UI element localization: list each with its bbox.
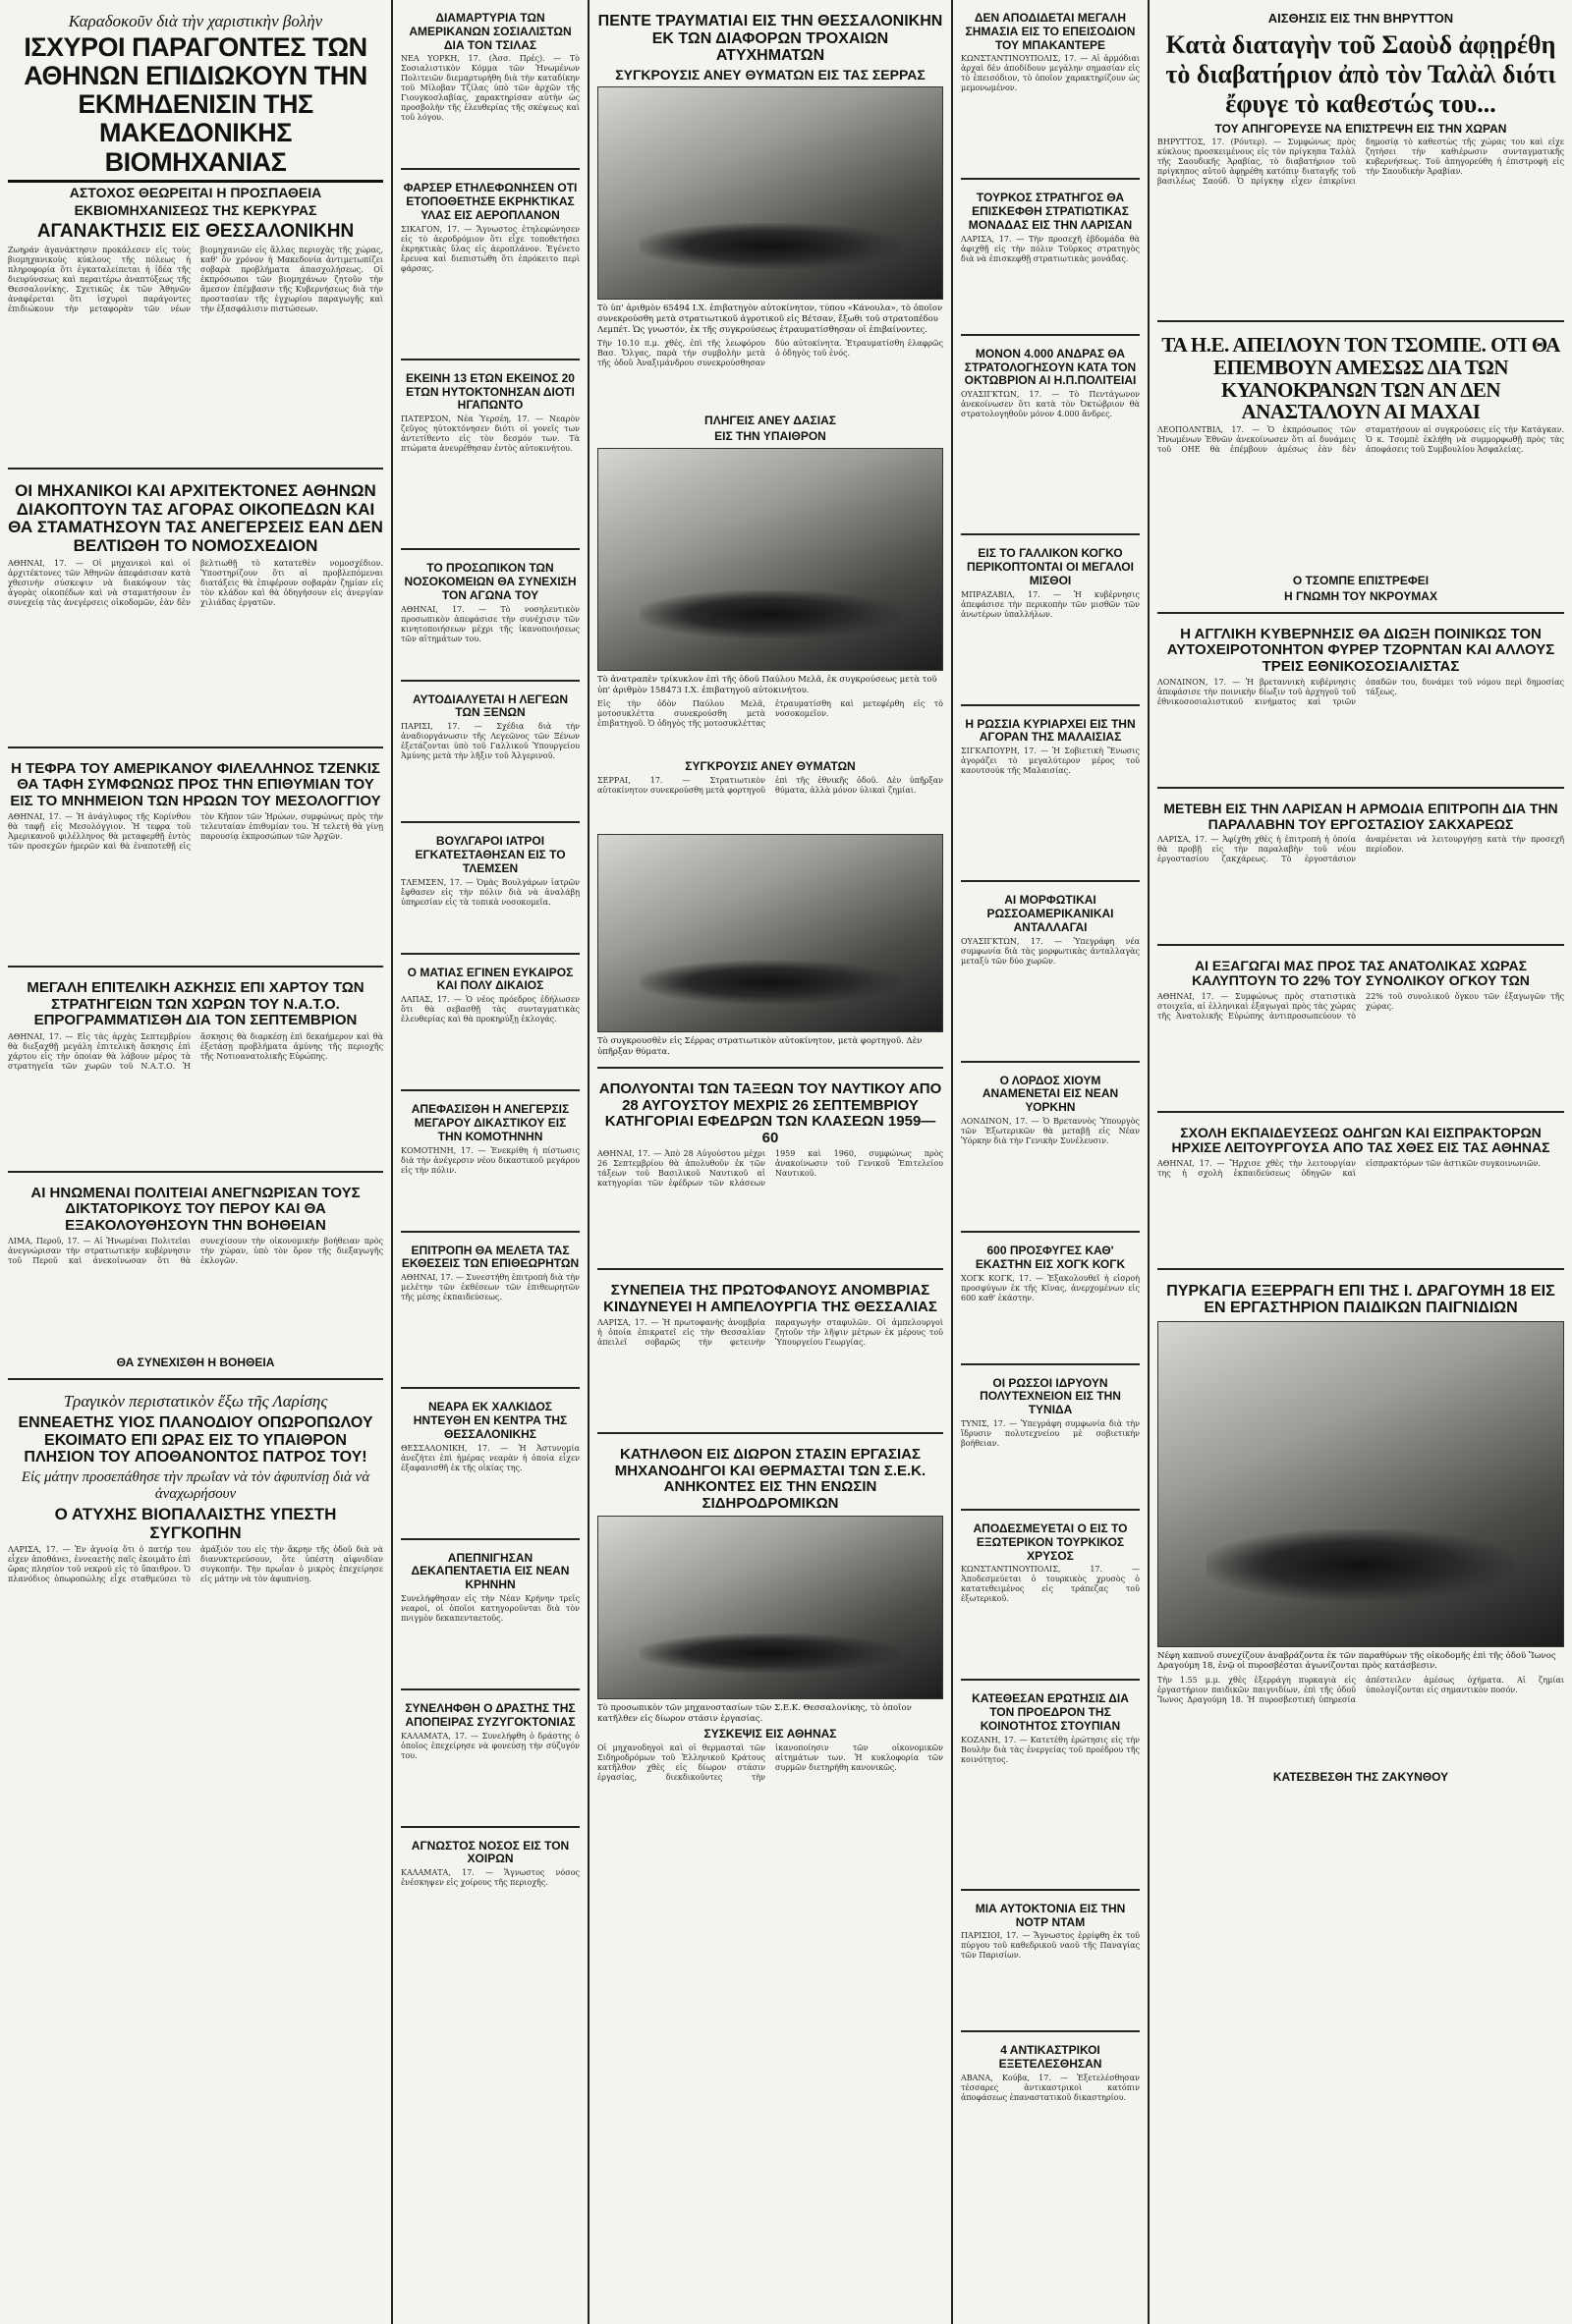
article-navy-discharge bbox=[597, 1075, 943, 1270]
short-article bbox=[961, 1517, 1140, 1681]
column-1 bbox=[0, 0, 393, 2324]
article-body: Ζωηράν ἀγανάκτησιν προκάλεσεν εἰς τοὺς βιομηχανικοὺς κύκλους τῆς πόλεως ἡ πληροφορία ὅτι ἐγκαταλείπεται ἡ ἰδέα τῆς διευρύνσεως καὶ περαιτέρω ἀναπτύξεως τῆς Θεσσαλονίκης. Σχετικῶς ἐκ τῶν Ἀθηνῶν ἀναφέρεται ὅτι ἰσχυροὶ παράγοντες ἐπιδιώκουν τὴν μεταφορὰν τῶν νέων βιομηχανιῶν εἰς ἄλλας περιοχὰς τῆς χώρας, καθ' ὃν χρόνον ἡ Μακεδονία ἀντιμετωπίζει σοβαρὰ προβλήματα ἀπασχολήσεως. Οἱ ἐκπρόσωποι τῶν βιομηχάνων ζητοῦν τὴν ἄμεσον ἐπέμβασιν τῆς Κυβερνήσεως διὰ τὴν προστασίαν τῆς ἐγχωρίου παραγωγῆς καὶ τὴν ἐξασφάλισιν πιστώσεων. bbox=[8, 246, 383, 314]
headline: ΟΙ ΡΩΣΣΟΙ ΙΔΡΥΟΥΝ ΠΟΛΥΤΕΧΝΕΙΟΝ ΕΙΣ ΤΗΝ ΤΥΝΙΔΑ bbox=[980, 1375, 1121, 1417]
headline: ΑΠΟΔΕΣΜΕΥΕΤΑΙ Ο ΕΙΣ ΤΟ ΕΞΩΤΕΡΙΚΟΝ ΤΟΥΡΚΙΚΟΣ ΧΡΥΣΟΣ bbox=[973, 1521, 1128, 1563]
photo-caption: Τὸ προσωπικὸν τῶν μηχανοστασίων τῶν Σ.Ε.Κ. Θεσσαλονίκης, τὸ ὁποῖον κατῆλθεν εἰς δίωρον στάσιν ἐργασίας. bbox=[597, 1703, 912, 1724]
photo-crashed-car bbox=[597, 86, 943, 300]
article-body: ΧΟΓΚ ΚΟΓΚ, 17. — Ἐξακολουθεῖ ἡ εἰσροὴ προσφύγων ἐκ τῆς Κίνας, ἀνερχομένων εἰς 600 καθ' ἑκάστην. bbox=[961, 1273, 1140, 1302]
short-article bbox=[401, 366, 580, 550]
article-body: ΛΟΝΔΙΝΟΝ, 17. — Ὁ Βρεταννὸς Ὑπουργὸς τῶν Ἐξωτερικῶν θὰ μεταβῇ εἰς Νέαν Ὑόρκην διὰ τὴν Γενικὴν Συνέλευσιν. bbox=[961, 1116, 1140, 1145]
article-body: ΚΟΖΑΝΗ, 17. — Κατετέθη ἐρώτησις εἰς τὴν Βουλὴν διὰ τὰς ἐνεργείας τοῦ προέδρου τῆς κοινότητος. bbox=[961, 1735, 1140, 1764]
article-body: ΛΑΡΙΣΑ, 17. — Ἐν ἀγνοίᾳ ὅτι ὁ πατήρ του εἶχεν ἀποθάνει, ἐννεαετὴς παῖς ἐκοιμᾶτο ἐπὶ ὥρας πλησίον τοῦ νεκροῦ εἰς τὸ ὕπαιθρον. Ὁ πλανόδιος ὀπωροπώλης εἶχε σταθμεύσει τὸ ἁμάξιόν του εἰς τὴν ἄκρην τῆς ὁδοῦ διὰ νὰ διανυκτερεύσουν, ὅτε ὑπέστη αἰφνιδίαν συγκοπήν. Τὴν πρωΐαν ὁ μικρὸς ἐπεχείρησε εἰς μάτην νὰ τὸν ἀφυπνίσῃ. bbox=[8, 1545, 383, 1584]
kicker: Καραδοκοῦν διὰ τὴν χαριστικὴν βολὴν bbox=[68, 12, 323, 30]
article-body: Εἰς τὴν ὁδὸν Παύλου Μελᾶ, μοτοσυκλέττα συνεκρούσθη μετὰ ἐπιβατηγοῦ. Ὁ ὁδηγὸς τῆς μοτοσυκλέττας ἐτραυματίσθη καὶ μετεφέρθη εἰς τὸ νοσοκομεῖον. bbox=[597, 699, 943, 729]
headline: ΑΥΤΟΔΙΑΛΥΕΤΑΙ Η ΛΕΓΕΩΝ ΤΩΝ ΞΕΝΩΝ bbox=[412, 692, 569, 720]
article-body: ΑΘΗΝΑΙ, 17. — Ἀπὸ 28 Αὐγούστου μέχρι 26 Σεπτεμβρίου θὰ ἀπολυθοῦν ἐκ τῶν τάξεων τοῦ Βασιλικοῦ Ναυτικοῦ αἱ κατηγορίαι τῶν ἐφέδρων τῶν κλάσεων 1959 καὶ 1960, συμφώνως πρὸς ἀνακοίνωσιν τοῦ Γενικοῦ Ἐπιτελείου Ναυτικοῦ. bbox=[597, 1149, 943, 1189]
subheadline: Ο ΑΤΥΧΗΣ ΒΙΟΠΑΛΑΙΣΤΗΣ ΥΠΕΣΤΗ ΣΥΓΚΟΠΗΝ bbox=[54, 1504, 337, 1542]
article-body: ΠΑΤΕΡΣΟΝ, Νέα Ὑερσέη, 17. — Νεαρὸν ζεῦγος ηὐτοκτόνησεν διότι οἱ γονεῖς των ἀντετίθεντο εἰς τὸν δεσμόν των. Τὰ πτώματα ἀνευρέθησαν ἐντὸς αὐτοκινήτου. bbox=[401, 415, 580, 454]
photo-caption: Νέφη καπνοῦ συνεχίζουν ἀναβράζοντα ἐκ τῶν παραθύρων τῆς οἰκοδομῆς ἐπὶ τῆς ὁδοῦ Ἴωνος Δραγούμη 18, ἐνῷ οἱ πυροσβέσται ἀγωνίζονται πρὸς κατάσβεσιν. bbox=[1157, 1650, 1556, 1672]
section-tag: Ο ΤΣΟΜΠΕ ΕΠΙΣΤΡΕΦΕΙ bbox=[1292, 574, 1430, 588]
column-2 bbox=[393, 0, 590, 2324]
short-article bbox=[961, 186, 1140, 335]
headline: ΤΟΥΡΚΟΣ ΣΤΡΑΤΗΓΟΣ ΘΑ ΕΠΙΣΚΕΦΘΗ ΣΤΡΑΤΙΩΤΙΚΑΣ ΜΟΝΑΔΑΣ ΕΙΣ ΤΗΝ ΛΑΡΙΣΑΝ bbox=[968, 191, 1133, 232]
article-body: ΟΥΑΣΙΓΚΤΩΝ, 17. — Ὑπεγράφη νέα συμφωνία διὰ τὰς μορφωτικὰς ἀνταλλαγὰς μεταξὺ τῶν δύο χωρῶν. bbox=[961, 936, 1140, 966]
article-jordan bbox=[1157, 620, 1564, 790]
short-article bbox=[401, 1834, 580, 1964]
kicker: ΑΙΣΘΗΣΙΣ ΕΙΣ ΤΗΝ ΒΗΡΥΤΤΟΝ bbox=[1267, 11, 1454, 26]
headline: ΕΚΕΙΝΗ 13 ΕΤΩΝ ΕΚΕΙΝΟΣ 20 ΕΤΩΝ ΗΥΤΟΚΤΟΝΗΣΑΝ ΔΙΟΤΙ ΗΓΑΠΩΝΤΟ bbox=[406, 370, 575, 413]
headline: ΑΠΟΛΥΟΝΤΑΙ ΤΩΝ ΤΑΞΕΩΝ ΤΟΥ ΝΑΥΤΙΚΟΥ ΑΠΟ 28 ΑΥΓΟΥΣΤΟΥ ΜΕΧΡΙΣ 26 ΣΕΠΤΕΜΒΡΙΟΥ ΚΑΤΗΓΟΡΙΑΙ ΕΦΕΔΡΩΝ ΤΩΝ ΚΛΑΣΕΩΝ 1959—60 bbox=[598, 1080, 942, 1146]
article-body: ΑΘΗΝΑΙ, 17. — Οἱ μηχανικοὶ καὶ οἱ ἀρχιτέκτονες τῶν Ἀθηνῶν ἀπεφάσισαν κατὰ χθεσινὴν σύσκεψιν νὰ διακόψουν τὰς ἀγορὰς οἰκοπέδων καὶ νὰ σταματήσουν ἐν συνεχείᾳ τὰς ἀνεγέρσεις οἰκοδομῶν, ἐὰν δὲν βελτιωθῇ τὸ κατατεθὲν νομοσχέδιον. Ὑποστηρίζουν ὅτι αἱ προβλεπόμεναι διατάξεις θὰ ἐπιφέρουν σοβαρὰν ζημίαν εἰς τὸν κλάδον καὶ θὰ ὁδηγήσουν εἰς ἀνεργίαν χιλιάδας ἐργατῶν. bbox=[8, 558, 383, 607]
short-article bbox=[961, 1371, 1140, 1511]
subheadline: ΕΚΒΙΟΜΗΧΑΝΙΣΕΩΣ ΤΗΣ ΚΕΡΚΥΡΑΣ bbox=[74, 202, 317, 219]
column-5 bbox=[1150, 0, 1572, 2324]
article-body: ΛΙΜΑ, Περοῦ, 17. — Αἱ Ἡνωμέναι Πολιτεῖαι ἀνεγνώρισαν τὴν στρατιωτικὴν κυβέρνησιν τοῦ Περοῦ καὶ ἀνεκοίνωσαν ὅτι θὰ συνεχίσουν τὴν οἰκονομικὴν βοήθειαν πρὸς τὴν χώραν, ὑπὸ τὸν ὅρον τῆς διεξαγωγῆς ἐκλογῶν. bbox=[8, 1237, 383, 1266]
subheadline: Εἰς μάτην προσεπάθησε τὴν πρωΐαν νὰ τὸν ἀφυπνίσῃ διὰ νὰ ἀναχωρήσουν bbox=[21, 1468, 370, 1502]
photo-caption: Τὸ ὑπ' ἀριθμὸν 65494 Ι.Χ. ἐπιβατηγὸν αὐτοκίνητον, τύπου «Κάνουλα», τὸ ὁποῖον συνεκρούσθη μετὰ στρατιωτικοῦ ἀγροτικοῦ εἰς Βέτσαν, ἔξωθι τοῦ στρατοπέδου Λεμπέτ. Ὡς γνωστόν, ἐκ τῆς συγκρούσεως ἐτραυματίσθησαν οἱ ἐπιβαίνοντες. bbox=[597, 304, 943, 335]
divider bbox=[8, 180, 383, 183]
article-body: ΣΙΓΚΑΠΟΥΡΗ, 17. — Ἡ Σοβιετικὴ Ἕνωσις ἀγοράζει τὸ μεγαλύτερον μέρος τοῦ καουτσούκ τῆς Μαλαισίας. bbox=[961, 747, 1140, 776]
article-body: ΠΑΡΙΣΙΟΙ, 17. — Ἄγνωστος ἐρρίφθη ἐκ τοῦ πύργου τοῦ καθεδρικοῦ ναοῦ τῆς Παναγίας τῶν Παρισίων. bbox=[961, 1931, 1140, 1961]
short-article bbox=[401, 556, 580, 681]
article-body: ΝΕΑ ΥΟΡΚΗ, 17. (Ἀσσ. Πρές). — Τὸ Σοσιαλιστικὸν Κόμμα τῶν Ἡνωμένων Πολιτειῶν διεμαρτυρήθη διὰ τὴν καταδίκην τοῦ Μίλοβαν Τζίλας ὑπὸ τῶν ἀρχῶν τῆς Γιουγκοσλαβίας, χαρακτηρίσαν αὐτὴν ὡς προσβολὴν τῆς ἐλευθερίας τῆς σκέψεως καὶ τοῦ λόγου. bbox=[401, 54, 580, 123]
article-macedonian-industry bbox=[8, 6, 383, 470]
headline: ΤΟ ΠΡΟΣΩΠΙΚΟΝ ΤΩΝ ΝΟΣΟΚΟΜΕΙΩΝ ΘΑ ΣΥΝΕΧΙΣΗ ΤΟΝ ΑΓΩΝΑ ΤΟΥ bbox=[404, 561, 577, 602]
headline: ΑΠΕΠΝΙΓΗΣΑΝ ΔΕΚΑΠΕΝΤΑΕΤΙΑ ΕΙΣ ΝΕΑΝ ΚΡΗΝΗΝ bbox=[411, 1550, 570, 1592]
short-article bbox=[961, 1897, 1140, 2033]
short-article bbox=[401, 1546, 580, 1690]
section-tag: ΘΑ ΣΥΝΕΧΙΣΘΗ Η ΒΟΗΘΕΙΑ bbox=[116, 1356, 275, 1370]
article-engineers bbox=[8, 475, 383, 748]
article-body: ΚΑΛΑΜΑΤΑ, 17. — Ἄγνωστος νόσος ἐνέσκηψεν εἰς χοίρους τῆς περιοχῆς. bbox=[401, 1868, 580, 1888]
headline: ΠΥΡΚΑΓΙΑ ΕΞΕΡΡΑΓΗ ΕΠΙ ΤΗΣ Ι. ΔΡΑΓΟΥΜΗ 18 ΕΙΣ ΕΝ ΕΡΓΑΣΤΗΡΙΟΝ ΠΑΙΔΙΚΩΝ ΠΑΙΓΝΙΔΙΩΝ bbox=[1166, 1282, 1555, 1317]
kicker: Τραγικὸν περιστατικὸν ἔξω τῆς Λαρίσης bbox=[63, 1392, 328, 1411]
short-article bbox=[401, 1097, 580, 1232]
article-body: ΑΘΗΝΑΙ, 17. — Συμφώνως πρὸς στατιστικὰ στοιχεῖα, αἱ ἑλληνικαὶ ἐξαγωγαὶ πρὸς τὰς χώρας τῆς Ἀνατολικῆς Εὐρώπης ἀντιπροσωπεύουν τὸ 22% τοῦ συνολικοῦ ὄγκου τῶν ἐξαγωγῶν τῆς χώρας. bbox=[1157, 991, 1564, 1021]
headline: Ο ΜΑΤΙΑΣ ΕΓΙΝΕΝ ΕΥΚΑΙΡΟΣ ΚΑΙ ΠΟΛΥ ΔΙΚΑΙΟΣ bbox=[407, 965, 574, 993]
article-drought bbox=[597, 1276, 943, 1434]
headline: ΜΙΑ ΑΥΤΟΚΤΟΝΙΑ ΕΙΣ ΤΗΝ ΝΟΤΡ ΝΤΑΜ bbox=[975, 1901, 1126, 1929]
article-fire bbox=[1157, 1276, 1564, 1793]
article-body: ΟΥΑΣΙΓΚΤΩΝ, 17. — Τὸ Πεντάγωνον ἀνεκοίνωσεν ὅτι κατὰ τὸν Ὀκτώβριον θὰ στρατολογηθοῦν μόνον 4.000 ἄνδρες. bbox=[961, 390, 1140, 419]
article-body: Οἱ μηχανοδηγοὶ καὶ οἱ θερμασταὶ τῶν Σιδηροδρόμων τοῦ Ἑλληνικοῦ Κράτους κατῆλθον χθὲς εἰς δίωρον στάσιν ἐργασίας, διεκδικοῦντες τὴν ἱκανοποίησιν τῶν οἰκονομικῶν αἰτημάτων των. Ἡ κυκλοφορία τῶν συρμῶν διετηρήθη κανονικῶς. bbox=[597, 1743, 943, 1783]
headline: ΕΝΝΕΑΕΤΗΣ ΥΙΟΣ ΠΛΑΝΟΔΙΟΥ ΟΠΩΡΟΠΩΛΟΥ ΕΚΟΙΜΑΤΟ ΕΠΙ ΩΡΑΣ ΕΙΣ ΤΟ ΥΠΑΙΘΡΟΝ ΠΛΗΣΙΟΝ ΤΟΥ ΑΠΟΘΑΝΟΝΤΟΣ ΠΑΤΡΟΣ ΤΟΥ! bbox=[18, 1414, 373, 1466]
article-body: ΘΕΣΣΑΛΟΝΙΚΗ, 17. — Ἡ Ἀστυνομία ἀνεζήτει ἐπὶ ἡμέρας νεαρὰν ἡ ὁποία εἶχεν ἐξαφανισθῆ ἐκ τῆς οἰκίας της. bbox=[401, 1443, 580, 1472]
short-article bbox=[961, 541, 1140, 705]
headline: ΚΑΤΗΛΘΟΝ ΕΙΣ ΔΙΩΡΟΝ ΣΤΑΣΙΝ ΕΡΓΑΣΙΑΣ ΜΗΧΑΝΟΔΗΓΟΙ ΚΑΙ ΘΕΡΜΑΣΤΑΙ ΤΩΝ Σ.Ε.Κ. ΑΝΗΚΟΝΤΕΣ ΕΙΣ ΤΗΝ ΕΝΩΣΙΝ ΣΙΔΗΡΟΔΡΟΜΙΚΩΝ bbox=[614, 1446, 926, 1512]
headline: ΣΧΟΛΗ ΕΚΠΑΙΔΕΥΣΕΩΣ ΟΔΗΓΩΝ ΚΑΙ ΕΙΣΠΡΑΚΤΟΡΩΝ ΗΡΧΙΣΕ ΛΕΙΤΟΥΡΓΟΥΣΑ ΑΠΟ ΤΑΣ ΧΘΕΣ ΕΙΣ ΤΑΣ ΑΘΗΝΑΣ bbox=[1171, 1124, 1550, 1156]
photo-railway-workers bbox=[597, 1516, 943, 1699]
short-article bbox=[401, 961, 580, 1092]
photo-caption: Τὸ ἀνατραπὲν τρίκυκλον ἐπὶ τῆς ὁδοῦ Παύλου Μελᾶ, ἐκ συγκρούσεως μετὰ τοῦ ὑπ' ἀριθμὸν 158473 Ι.Χ. ἐπιβατηγοῦ αὐτοκινήτου. bbox=[597, 674, 937, 695]
short-article bbox=[401, 1696, 580, 1828]
headline: ΝΕΑΡΑ ΕΚ ΧΑΛΚΙΔΟΣ ΗΝΤΕΥΘΗ ΕΝ ΚΕΝΤΡΑ ΤΗΣ ΘΕΣΣΑΛΟΝΙΚΗΣ bbox=[413, 1400, 568, 1441]
section-tag: ΠΛΗΓΕΙΣ ΑΝΕΥ ΔΑΣΙΑΣ bbox=[704, 414, 836, 428]
article-body: ΚΩΝΣΤΑΝΤΙΝΟΥΠΟΛΙΣ, 17. — Ἀποδεσμεύεται ὁ τουρκικὸς χρυσὸς ὁ κατατεθειμένος εἰς τράπεζας τοῦ ἐξωτερικοῦ. bbox=[961, 1565, 1140, 1604]
article-body: ΚΑΛΑΜΑΤΑ, 17. — Συνελήφθη ὁ δράστης ὁ ὁποῖος ἐπεχείρησε νὰ φονεύσῃ τὴν σύζυγόν του. bbox=[401, 1731, 580, 1760]
article-body: ΛΑΡΙΣΑ, 17. — Ἡ πρωτοφανὴς ἀνομβρία ἡ ὁποία ἐπικρατεῖ εἰς τὴν Θεσσαλίαν ἀπειλεῖ σοβαρῶς τὴν φετεινὴν παραγωγὴν σταφυλῶν. Οἱ ἀμπελουργοὶ ζητοῦν τὴν λῆψιν μέτρων ἐκ μέρους τοῦ Ὑπουργείου Γεωργίας. bbox=[597, 1318, 943, 1348]
article-body: ΚΩΝΣΤΑΝΤΙΝΟΥΠΟΛΙΣ, 17. — Αἱ ἁρμόδιαι ἀρχαὶ δὲν ἀποδίδουν μεγάλην σημασίαν εἰς τὸ ἐπεισόδιον, τὸ ὁποῖον χαρακτηρίζουν ὡς μεμονωμένον. bbox=[961, 54, 1140, 93]
article-body: ΚΟΜΟΤΗΝΗ, 17. — Ἐνεκρίθη ἡ πίστωσις διὰ τὴν ἀνέγερσιν νέου δικαστικοῦ μεγάρου εἰς τὴν πόλιν. bbox=[401, 1145, 580, 1175]
headline: 4 ΑΝΤΙΚΑΣΤΡΙΚΟΙ ΕΞΕΤΕΛΕΣΘΗΣΑΝ bbox=[998, 2043, 1102, 2072]
article-body: ΛΑΡΙΣΑ, 17. — Ἀφίχθη χθὲς ἡ ἐπιτροπὴ ἡ ὁποία θὰ προβῇ εἰς τὴν παραλαβὴν τοῦ νέου ἐργοστασίου ζακχάρεως. Τὸ ἐργοστάσιον ἀναμένεται νὰ λειτουργήσῃ κατὰ τὴν προσεχῆ περίοδον. bbox=[1157, 834, 1564, 863]
headline: ΑΙ ΕΞΑΓΩΓΑΙ ΜΑΣ ΠΡΟΣ ΤΑΣ ΑΝΑΤΟΛΙΚΑΣ ΧΩΡΑΣ ΚΑΛΥΠΤΟΥΝ ΤΟ 22% ΤΟΥ ΣΥΝΟΛΙΚΟΥ ΟΓΚΟΥ ΤΩΝ bbox=[1192, 957, 1530, 989]
article-body: ΣΕΡΡΑΙ, 17. — Στρατιωτικὸν αὐτοκίνητον συνεκρούσθη μετὰ φορτηγοῦ ἐπὶ τῆς ἐθνικῆς ὁδοῦ. Δὲν ὑπῆρξαν θύματα, ἀλλὰ μόνον ὑλικαὶ ζημίαι. bbox=[597, 775, 943, 795]
headline: ΑΙ ΗΝΩΜΕΝΑΙ ΠΟΛΙΤΕΙΑΙ ΑΝΕΓΝΩΡΙΣΑΝ ΤΟΥΣ ΔΙΚΤΑΤΟΡΙΚΟΥΣ ΤΟΥ ΠΕΡΟΥ ΚΑΙ ΘΑ ΕΞΑΚΟΛΟΥΘΗΣΟΥΝ ΤΗΝ ΒΟΗΘΕΙΑΝ bbox=[30, 1184, 361, 1234]
headline: ΒΟΥΛΓΑΡΟΙ ΙΑΤΡΟΙ ΕΓΚΑΤΕΣΤΑΘΗΣΑΝ ΕΙΣ ΤΟ ΤΛΕΜΣΕΝ bbox=[415, 834, 566, 875]
article-jenkins bbox=[8, 754, 383, 968]
column-4 bbox=[953, 0, 1150, 2324]
section-tag: Η ΓΝΩΜΗ ΤΟΥ ΝΚΡΟΥΜΑΧ bbox=[1284, 588, 1437, 603]
article-peru bbox=[8, 1179, 383, 1380]
article-body: ΑΘΗΝΑΙ, 17. — Τὸ νοσηλευτικὸν προσωπικὸν ἀπεφάσισε τὴν συνέχισιν τῶν κινητοποιήσεων μέχρι τῆς ἱκανοποιήσεως τῶν αἰτημάτων του. bbox=[401, 604, 580, 643]
article-tshombe bbox=[1157, 328, 1564, 613]
article-body: ΠΑΡΙΣΙ, 17. — Σχέδια διὰ τὴν ἀναδιοργάνωσιν τῆς Λεγεῶνος τῶν Ξένων ἐξετάζονται ὑπὸ τοῦ Γαλλικοῦ Ὑπουργείου Ἀμύνης μετὰ τὴν λῆξιν τοῦ Ἀλγερινοῦ. bbox=[401, 722, 580, 761]
headline: Η ΤΕΦΡΑ ΤΟΥ ΑΜΕΡΙΚΑΝΟΥ ΦΙΛΕΛΛΗΝΟΣ ΤΖΕΝΚΙΣ ΘΑ ΤΑΦΗ ΣΥΜΦΩΝΩΣ ΠΡΟΣ ΤΗΝ ΕΠΙΘΥΜΙΑΝ ΤΟΥ ΕΙΣ ΤΟ ΜΝΗΜΕΙΟΝ ΤΩΝ ΗΡΩΩΝ ΤΟΥ ΜΕΣΟΛΟΓΓΙΟΥ bbox=[10, 759, 381, 809]
headline: ΜΕΤΕΒΗ ΕΙΣ ΤΗΝ ΛΑΡΙΣΑΝ Η ΑΡΜΟΔΙΑ ΕΠΙΤΡΟΠΗ ΔΙΑ ΤΗΝ ΠΑΡΑΛΑΒΗΝ ΤΟΥ ΕΡΓΟΣΤΑΣΙΟΥ ΣΑΚΧΑΡΕΩΣ bbox=[1163, 801, 1558, 832]
article-body: Συνελήφθησαν εἰς τὴν Νέαν Κρήνην τρεῖς νεαροί, οἱ ὁποῖοι κατηγοροῦνται διὰ τὸν πνιγμὸν δεκαπενταετοῦς. bbox=[401, 1593, 580, 1623]
article-body: ΣΙΚΑΓΟΝ, 17. — Ἄγνωστος ἐτηλεφώνησεν εἰς τὸ ἀεροδρόμιον ὅτι εἶχε τοποθετήσει ἐκρηκτικὰς ὕλας εἰς ἀεροπλάνον. Ἐγένετο ἔρευνα καὶ διεπιστώθη ὅτι ἐπρόκειτο περὶ φάρσας. bbox=[401, 224, 580, 273]
section-tag: ΕΙΣ ΤΗΝ ΥΠΑΙΘΡΟΝ bbox=[714, 429, 826, 444]
headline: ΕΙΣ ΤΟ ΓΑΛΛΙΚΟΝ ΚΟΓΚΟ ΠΕΡΙΚΟΠΤΟΝΤΑΙ ΟΙ ΜΕΓΑΛΟΙ ΜΙΣΘΟΙ bbox=[967, 546, 1134, 587]
short-article bbox=[401, 688, 580, 824]
short-article bbox=[401, 176, 580, 360]
photo-fire-smoke bbox=[1157, 1321, 1564, 1647]
article-driver-school bbox=[1157, 1119, 1564, 1270]
article-railway-strike bbox=[597, 1440, 943, 1897]
headline: ΑΓΝΩΣΤΟΣ ΝΟΣΟΣ ΕΙΣ ΤΟΝ ΧΟΙΡΩΝ bbox=[411, 1838, 570, 1866]
headline: Η ΑΓΓΛΙΚΗ ΚΥΒΕΡΝΗΣΙΣ ΘΑ ΔΙΩΞΗ ΠΟΙΝΙΚΩΣ ΤΟΝ ΑΥΤΟΧΕΙΡΟΤΟΝΗΤΟΝ ΦΥΡΕΡ ΤΖΟΡΝΤΑΝ ΚΑΙ ΑΛΛΟΥΣ ΤΡΕΙΣ ΕΘΝΙΚΟΣΟΣΙΑΛΙΣΤΑΣ bbox=[1166, 625, 1555, 675]
headline: ΣΥΝΕΛΗΦΘΗ Ο ΔΡΑΣΤΗΣ ΤΗΣ ΑΠΟΠΕΙΡΑΣ ΣΥΖΥΓΟΚΤΟΝΙΑΣ bbox=[405, 1700, 576, 1729]
article-larisa bbox=[8, 1386, 383, 1806]
article-body: ΛΟΝΔΙΝΟΝ, 17. — Ἡ βρεταννικὴ κυβέρνησις ἀπεφάσισε τὴν ποινικὴν δίωξιν τοῦ ἀρχηγοῦ τοῦ ἐθνικοσοσιαλιστικοῦ κινήματος καὶ τριῶν ὀπαδῶν του, δυνάμει τοῦ νόμου περὶ δημοσίας τάξεως. bbox=[1157, 678, 1564, 707]
headline: ΠΕΝΤΕ ΤΡΑΥΜΑΤΙΑΙ ΕΙΣ ΤΗΝ ΘΕΣΣΑΛΟΝΙΚΗΝ ΕΚ ΤΩΝ ΔΙΑΦΟΡΩΝ ΤΡΟΧΑΙΩΝ ΑΤΥΧΗΜΑΤΩΝ bbox=[597, 13, 943, 65]
section-tag: ΣΥΓΚΡΟΥΣΙΣ ΑΝΕΥ ΘΥΜΑΤΩΝ bbox=[685, 759, 856, 774]
photo-military-truck bbox=[597, 834, 943, 1032]
article-body: Τὴν 1.55 μ.μ. χθὲς ἐξερράγη πυρκαγιὰ εἰς ἐργαστήριον παιδικῶν παιγνιδίων, ἐπὶ τῆς ὁδοῦ Ἴωνος Δραγούμη 18. Ἡ πυροσβεστικὴ ὑπηρεσία ἀπέστειλεν ἀμέσως ὀχήματα. Αἱ ζημίαι ὑπολογίζονται εἰς σημαντικὸν ποσόν. bbox=[1157, 1675, 1564, 1704]
article-body: ΒΗΡΥΤΤΟΣ, 17. (Ρόυτερ). — Συμφώνως πρὸς κύκλους προσκειμένους εἰς τὸν πρίγκηπα Ταλὰλ τῆς Σαουδικῆς Ἀραβίας, τὸ διαβατήριον τοῦ πρίγκηπος αὐτοῦ ἀφῃρέθη κατόπιν διαταγῆς τοῦ βασιλέως Σαούδ. Ὁ πρίγκηψ εἶχεν ἐπικρίνει δημοσίᾳ τὸ καθεστὼς τῆς χώρας του καὶ εἶχε ζητήσει τὴν καθιέρωσιν συνταγματικῆς κυβερνήσεως. Τοῦ ἀπηγορεύθη ἡ ἐπιστροφὴ εἰς τὴν Σαουδικὴν Ἀραβίαν. bbox=[1157, 138, 1564, 187]
headline: ΙΣΧΥΡΟΙ ΠΑΡΑΓΟΝΤΕΣ ΤΩΝ ΑΘΗΝΩΝ ΕΠΙΔΙΩΚΟΥΝ ΤΗΝ ΕΚΜΗΔΕΝΙΣΙΝ ΤΗΣ ΜΑΚΕΔΟΝΙΚΗΣ ΒΙΟΜΗΧΑΝΙΑΣ bbox=[24, 32, 367, 177]
subheadline: ΣΥΓΚΡΟΥΣΙΣ ΑΝΕΥ ΘΥΜΑΤΩΝ ΕΙΣ ΤΑΣ ΣΕΡΡΑΣ bbox=[615, 66, 926, 83]
photo-overturned-tricycle bbox=[597, 448, 943, 671]
headline: 600 ΠΡΟΣΦΥΓΕΣ ΚΑΘ' ΕΚΑΣΤΗΝ ΕΙΣ ΧΟΓΚ ΚΟΓΚ bbox=[975, 1243, 1126, 1271]
headline: Η ΡΩΣΣΙΑ ΚΥΡΙΑΡΧΕΙ ΕΙΣ ΤΗΝ ΑΓΟΡΑΝ ΤΗΣ ΜΑΛΑΙΣΙΑΣ bbox=[965, 716, 1136, 745]
headline: ΕΠΙΤΡΟΠΗ ΘΑ ΜΕΛΕΤΑ ΤΑΣ ΕΚΘΕΣΕΙΣ ΤΩΝ ΕΠΙΘΕΩΡΗΤΩΝ bbox=[401, 1243, 580, 1271]
short-article bbox=[961, 1687, 1140, 1890]
short-article bbox=[961, 888, 1140, 1062]
article-body: ΤΛΕΜΣΕΝ, 17. — Ὁμὰς Βουλγάρων ἰατρῶν ἔφθασεν εἰς τὴν πόλιν διὰ νὰ ἀναλάβῃ ὑπηρεσίαν εἰς τὰ τοπικὰ νοσοκομεῖα. bbox=[401, 877, 580, 907]
short-article bbox=[961, 6, 1140, 180]
article-body: ΑΘΗΝΑΙ, 17. — Εἰς τὰς ἀρχὰς Σεπτεμβρίου θὰ διεξαχθῇ μεγάλη ἐπιτελικὴ ἄσκησις ἐπὶ χάρτου εἰς τὴν ὁποίαν θὰ λάβουν μέρος τὰ στρατηγεῖα τῶν χωρῶν τοῦ Ν.Α.Τ.Ο. Ἡ ἄσκησις θὰ διαρκέσῃ ἐπὶ δεκαήμερον καὶ θὰ ἐξετάσῃ προβλήματα ἀμύνης τῆς περιοχῆς τῆς Νοτιοανατολικῆς Εὐρώπης. bbox=[8, 1031, 383, 1071]
article-body: ΑΘΗΝΑΙ, 17. — Συνεστήθη ἐπιτροπὴ διὰ τὴν μελέτην τῶν ἐκθέσεων τῶν ἐπιθεωρητῶν τῆς μέσης ἐκπαιδεύσεως. bbox=[401, 1273, 580, 1302]
headline: ΚΑΤΕΘΕΣΑΝ ΕΡΩΤΗΣΙΣ ΔΙΑ ΤΟΝ ΠΡΟΕΔΡΟΝ ΤΗΣ ΚΟΙΝΟΤΗΤΟΣ ΣΤΟΥΠΙΑΝ bbox=[972, 1691, 1129, 1733]
short-article bbox=[401, 6, 580, 170]
article-traffic-accidents bbox=[597, 6, 943, 1069]
subheadline: ΑΓΑΝΑΚΤΗΣΙΣ ΕΙΣ ΘΕΣΣΑΛΟΝΙΚΗΝ bbox=[36, 221, 355, 243]
article-body: ΑΘΗΝΑΙ, 17. — Ἤρχισε χθὲς τὴν λειτουργίαν της ἡ σχολὴ ἐκπαιδεύσεως ὁδηγῶν καὶ εἰσπρακτόρων τῶν ἀστικῶν συγκοινωνιῶν. bbox=[1157, 1158, 1542, 1178]
short-article bbox=[961, 1069, 1140, 1233]
short-article bbox=[401, 1239, 580, 1390]
article-body: ΤΥΝΙΣ, 17. — Ὑπεγράφη συμφωνία διὰ τὴν ἵδρυσιν πολυτεχνείου μὲ σοβιετικὴν βοήθειαν. bbox=[961, 1418, 1140, 1448]
headline: ΑΙ ΜΟΡΦΩΤΙΚΑΙ ΡΩΣΣΟΑΜΕΡΙΚΑΝΙΚΑΙ ΑΝΤΑΛΛΑΓΑΙ bbox=[986, 893, 1114, 934]
headline: ΟΙ ΜΗΧΑΝΙΚΟΙ ΚΑΙ ΑΡΧΙΤΕΚΤΟΝΕΣ ΑΘΗΝΩΝ ΔΙΑΚΟΠΤΟΥΝ ΤΑΣ ΑΓΟΡΑΣ ΟΙΚΟΠΕΔΩΝ ΚΑΙ ΘΑ ΣΤΑΜΑΤΗΣΟΥΝ ΤΑΣ ΑΝΕΓΕΡΣΕΙΣ ΕΑΝ ΔΕΝ ΒΕΛΤΙΩΘΗ ΤΟ ΝΟΜΟΣΧΕΔΙΟΝ bbox=[8, 481, 383, 556]
headline: ΔΕΝ ΑΠΟΔΙΔΕΤΑΙ ΜΕΓΑΛΗ ΣΗΜΑΣΙΑ ΕΙΣ ΤΟ ΕΠΕΙΣΟΔΙΟΝ ΤΟΥ ΜΠΑΚΑΝΤΕΡΕ bbox=[965, 11, 1136, 52]
short-article bbox=[961, 1239, 1140, 1365]
article-body: ΜΠΡΑΖΑΒΙΛ, 17. — Ἡ κυβέρνησις ἀπεφάσισε τὴν περικοπὴν τῶν μισθῶν τῶν ἀνωτέρων ὑπαλλήλων. bbox=[961, 589, 1140, 619]
headline: ΔΙΑΜΑΡΤΥΡΙΑ ΤΩΝ ΑΜΕΡΙΚΑΝΩΝ ΣΟΣΙΑΛΙΣΤΩΝ ΔΙΑ ΤΟΝ ΤΣΙΛΑΣ bbox=[409, 11, 572, 52]
headline: ΜΟΝΟΝ 4.000 ΑΝΔΡΑΣ ΘΑ ΣΤΡΑΤΟΛΟΓΗΣΟΥΝ ΚΑΤΑ ΤΟΝ ΟΚΤΩΒΡΙΟΝ ΑΙ Η.Π.ΠΟΛΙΤΕΙΑΙ bbox=[964, 346, 1137, 388]
article-body: ΑΘΗΝΑΙ, 17. — Ἡ ἀνάγλυφος τῆς Κορίνθου θὰ ταφῇ εἰς Μεσολόγγιον. Ἡ τεφρα τοῦ Ἀμερικανοῦ φιλέλληνος θὰ μεταφερθῇ ἐντὸς τῶν προσεχῶν ἡμερῶν καὶ θὰ ἐναποτεθῇ εἰς τὸν Κῆπον τῶν Ἡρώων, συμφώνως πρὸς τὴν τελευταίαν ἐπιθυμίαν του. Ἡ τελετὴ θὰ γίνῃ παρουσίᾳ ἐκπροσώπων τῶν Ἀρχῶν. bbox=[8, 812, 383, 852]
article-sugar-factory bbox=[1157, 795, 1564, 946]
headline: Κατὰ διαταγὴν τοῦ Σαοὺδ ἀφῃρέθη τὸ διαβατήριον ἀπὸ τὸν Ταλὰλ διότι ἔφυγε τὸ καθεστώς του... bbox=[1165, 29, 1556, 118]
subheadline: ΤΟΥ ΑΠΗΓΟΡΕΥΣΕ ΝΑ ΕΠΙΣΤΡΕΨΗ ΕΙΣ ΤΗΝ ΧΩΡΑΝ bbox=[1214, 121, 1507, 136]
section-tag: ΣΥΣΚΕΨΙΣ ΕΙΣ ΑΘΗΝΑΣ bbox=[703, 1727, 837, 1742]
photo-caption: Τὸ συγκρουσθὲν εἰς Σέρρας στρατιωτικὸν αὐτοκίνητον, μετὰ φορτηγοῦ. Δὲν ὑπῆρξαν θύματα. bbox=[597, 1035, 923, 1057]
headline: Ο ΛΟΡΔΟΣ ΧΙΟΥΜ ΑΝΑΜΕΝΕΤΑΙ ΕΙΣ ΝΕΑΝ ΥΟΡΚΗΝ bbox=[982, 1073, 1119, 1115]
article-nato bbox=[8, 973, 383, 1173]
article-body: ΛΕΟΠΟΛΝΤΒΙΛ, 17. — Ὁ ἐκπρόσωπος τῶν Ἡνωμένων Ἐθνῶν ἀνεκοίνωσεν ὅτι αἱ δυνάμεις τοῦ ΟΗΕ θὰ ἐπέμβουν ἀμέσως ἐὰν δὲν σταματήσουν αἱ συγκρούσεις εἰς τὴν Κατάγκαν. Ὁ κ. Τσομπὲ ἐκλήθη νὰ συμμορφωθῇ πρὸς τὰς ἀποφάσεις τοῦ Συμβουλίου Ἀσφαλείας. bbox=[1157, 425, 1564, 455]
article-body: ΑΒΑΝΑ, Κούβα, 17. — Ἐξετελέσθησαν τέσσαρες ἀντικαστρικοὶ κατόπιν ἀποφάσεως ἐπαναστατικοῦ δικαστηρίου. bbox=[961, 2073, 1140, 2102]
headline: ΑΠΕΦΑΣΙΣΘΗ Η ΑΝΕΓΕΡΣΙΣ ΜΕΓΑΡΟΥ ΔΙΚΑΣΤΙΚΟΥ ΕΙΣ ΤΗΝ ΚΟΜΟΤΗΝΗΝ bbox=[411, 1102, 570, 1143]
article-exports bbox=[1157, 952, 1564, 1113]
article-body: ΛΑΠΑΣ, 17. — Ὁ νέος πρόεδρος ἐδήλωσεν ὅτι θὰ σεβασθῇ τὰς συνταγματικὰς ἐλευθερίας καὶ θὰ προκηρύξῃ ἐκλογάς. bbox=[401, 995, 580, 1024]
section-tag: ΚΑΤΕΣΒΕΣΘΗ ΤΗΣ ΖΑΚΥΝΘΟΥ bbox=[1272, 1769, 1449, 1784]
short-article bbox=[961, 342, 1140, 535]
headline: ΤΑ Η.Ε. ΑΠΕΙΛΟΥΝ ΤΟΝ ΤΣΟΜΠΕ. ΟΤΙ ΘΑ ΕΠΕΜΒΟΥΝ ΑΜΕΣΩΣ ΔΙΑ ΤΩΝ ΚΥΑΝΟΚΡΑΝΩΝ ΤΩΝ ΑΝ ΔΕΝ ΑΝΑΣΤΑΛΟΥΝ ΑΙ ΜΑΧΑΙ bbox=[1161, 333, 1560, 424]
article-talal bbox=[1157, 6, 1564, 322]
short-article bbox=[401, 829, 580, 954]
subheadline: ΑΣΤΟΧΟΣ ΘΕΩΡΕΙΤΑΙ Η ΠΡΟΣΠΑΘΕΙΑ bbox=[69, 184, 322, 200]
short-article bbox=[961, 712, 1140, 883]
article-body: Τὴν 10.10 π.μ. χθές, ἐπὶ τῆς λεωφόρου Βασ. Ὄλγας, παρὰ τὴν συμβολὴν μετὰ τῆς ὁδοῦ Ἀναξιμάνδρου συνεκρούσθησαν δύο αὐτοκίνητα. Ἐτραυματίσθη ἐλαφρῶς ὁ ὁδηγὸς τοῦ ἑνός. bbox=[597, 339, 943, 368]
article-body: ΛΑΡΙΣΑ, 17. — Τὴν προσεχῆ ἑβδομάδα θὰ ἀφιχθῇ εἰς τὴν πόλιν Τοῦρκος στρατηγὸς διὰ νὰ ἐπισκεφθῇ στρατιωτικὰς μονάδας. bbox=[961, 234, 1140, 263]
short-article bbox=[401, 1395, 580, 1539]
column-3 bbox=[590, 0, 953, 2324]
headline: ΣΥΝΕΠΕΙΑ ΤΗΣ ΠΡΩΤΟΦΑΝΟΥΣ ΑΝΟΜΒΡΙΑΣ ΚΙΝΔΥΝΕΥΕΙ Η ΑΜΠΕΛΟΥΡΓΙΑ ΤΗΣ ΘΕΣΣΑΛΙΑΣ bbox=[603, 1282, 937, 1315]
headline: ΜΕΓΑΛΗ ΕΠΙΤΕΛΙΚΗ ΑΣΚΗΣΙΣ ΕΠΙ ΧΑΡΤΟΥ ΤΩΝ ΣΤΡΑΤΗΓΕΙΩΝ ΤΩΝ ΧΩΡΩΝ ΤΟΥ Ν.Α.Τ.Ο. ΕΠΡΟΓΡΑΜΜΑΤΙΣΘΗ ΔΙΑ ΤΟΝ ΣΕΠΤΕΜΒΡΙΟΝ bbox=[27, 979, 365, 1029]
short-article bbox=[961, 2038, 1140, 2178]
headline: ΦΑΡΣΕΡ ΕΤΗΛΕΦΩΝΗΣΕΝ ΟΤΙ ΕΤΟΠΟΘΕΤΗΣΕ ΕΚΡΗΚΤΙΚΑΣ ΥΛΑΣ ΕΙΣ ΑΕΡΟΠΛΑΝΟΝ bbox=[403, 181, 578, 222]
